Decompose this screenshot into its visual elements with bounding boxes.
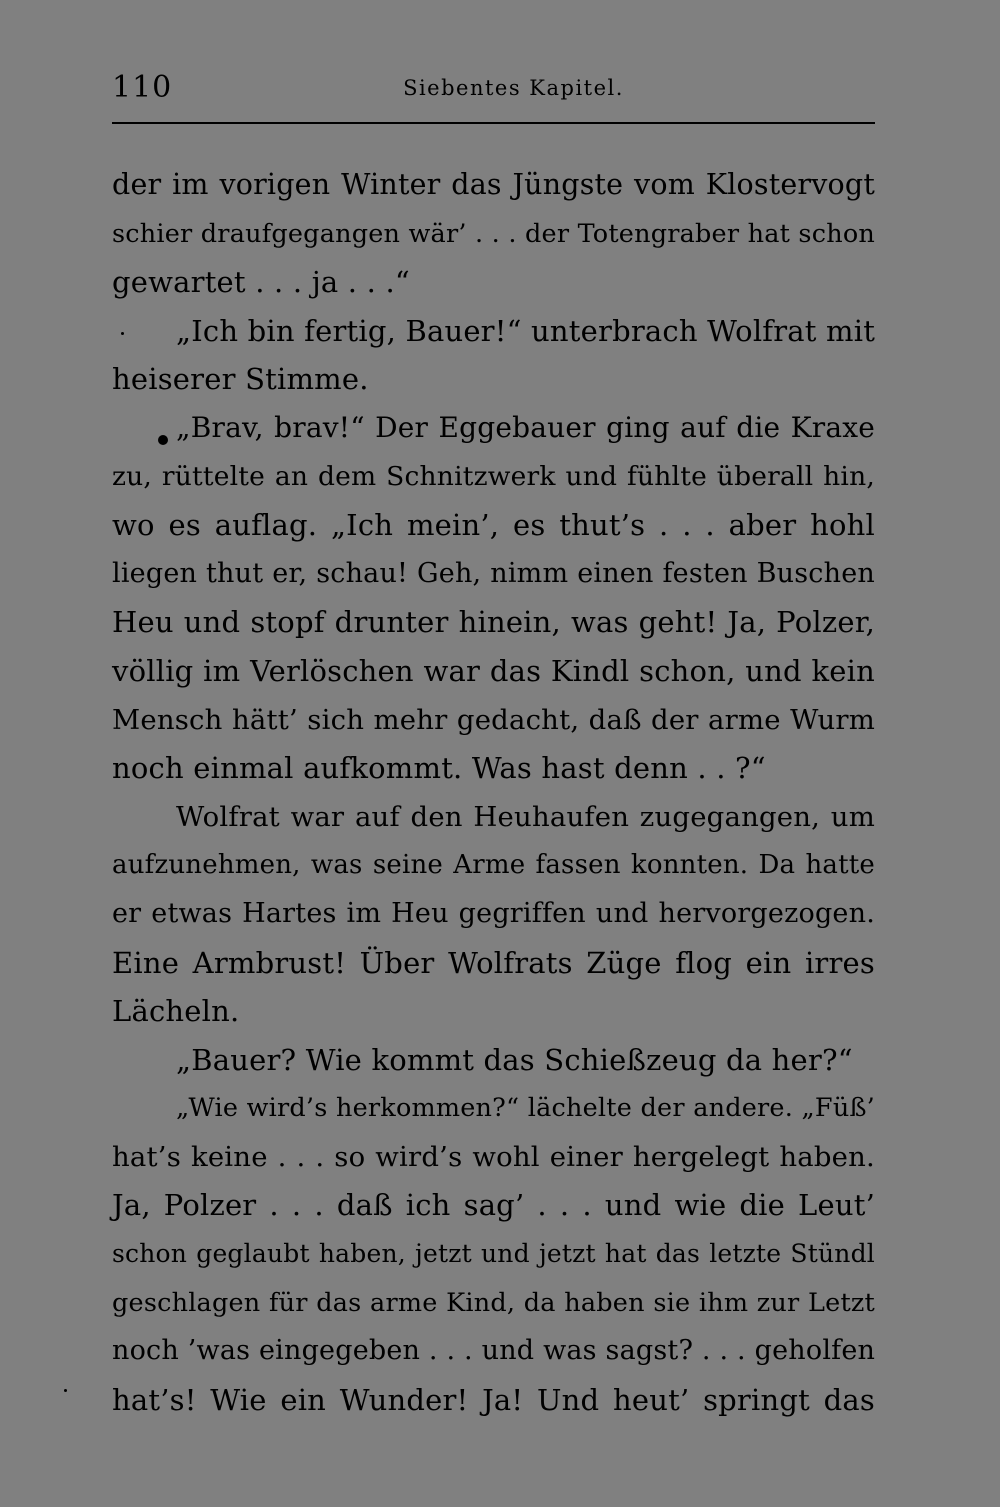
text-line: „Ich bin fertig, Bauer!“ unterbrach Wolfrat mit <box>176 313 876 348</box>
text-line: Lächeln. <box>112 994 240 1029</box>
text-line: noch einmal aufkommt. Was hast denn . . ?“ <box>112 751 766 786</box>
text-line: Ja, Polzer . . . daß ich sag’ . . . und wie die Leut’ <box>112 1188 875 1223</box>
text-line: der im vorigen Winter das Jüngste vom Klostervogt <box>112 168 875 201</box>
chapter-title: Siebentes Kapitel. <box>403 76 624 100</box>
running-head <box>112 68 875 112</box>
text-line: aufzunehmen, was seine Arme fassen konnten. Da hatte <box>112 850 875 881</box>
text-line: „Bauer? Wie kommt das Schießzeug da her?“ <box>176 1042 853 1077</box>
text-line: „Brav, brav!“ Der Eggebauer ging auf die Kraxe <box>176 410 875 444</box>
text-line: zu, rüttelte an dem Schnitzwerk und fühlte überall hin, <box>112 460 875 492</box>
text-line: heiserer Stimme. <box>112 362 369 397</box>
text-line: Eine Armbrust! Über Wolfrats Züge flog ein irres <box>112 945 875 980</box>
text-line: Heu und stopf drunter hinein, was geht! Ja, Polzer, <box>112 605 875 640</box>
text-line: hat’s keine . . . so wird’s wohl einer hergelegt haben. <box>112 1140 875 1173</box>
text-line: Mensch hätt’ sich mehr gedacht, daß der arme Wurm <box>112 703 875 736</box>
text-line: Wolfrat war auf den Heuhaufen zugegangen, um <box>176 800 875 833</box>
text-line: hat’s! Wie ein Wunder! Ja! Und heut’ springt das <box>112 1382 875 1417</box>
text-line: noch ’was eingegeben . . . und was sagst? . . . geholfen <box>112 1335 876 1367</box>
text-line: wo es auflag. „Ich mein’, es thut’s . . . aber hohl <box>112 508 875 543</box>
text-line: gewartet . . . ja . . .“ <box>112 265 410 300</box>
text-line: er etwas Hartes im Heu gegriffen und hervorgezogen. <box>112 897 875 929</box>
ink-speck <box>64 1389 67 1392</box>
text-line: schier draufgegangen wär’ . . . der Totengraber hat schon <box>112 218 875 249</box>
text-line: schon geglaubt haben, jetzt und jetzt hat das letzte Stündl <box>112 1239 875 1269</box>
text-line: völlig im Verlöschen war das Kindl schon, und kein <box>112 653 875 688</box>
body-text <box>112 161 875 1424</box>
text-line: „Wie wird’s herkommen?“ lächelte der andere. „Füß’ <box>176 1093 875 1124</box>
text-line: geschlagen für das arme Kind, da haben sie ihm zur Letzt <box>112 1287 875 1318</box>
page-number: 110 <box>112 70 173 105</box>
header-rule <box>112 122 875 124</box>
text-line: liegen thut er, schau! Geh, nimm einen festen Buschen <box>112 557 875 589</box>
